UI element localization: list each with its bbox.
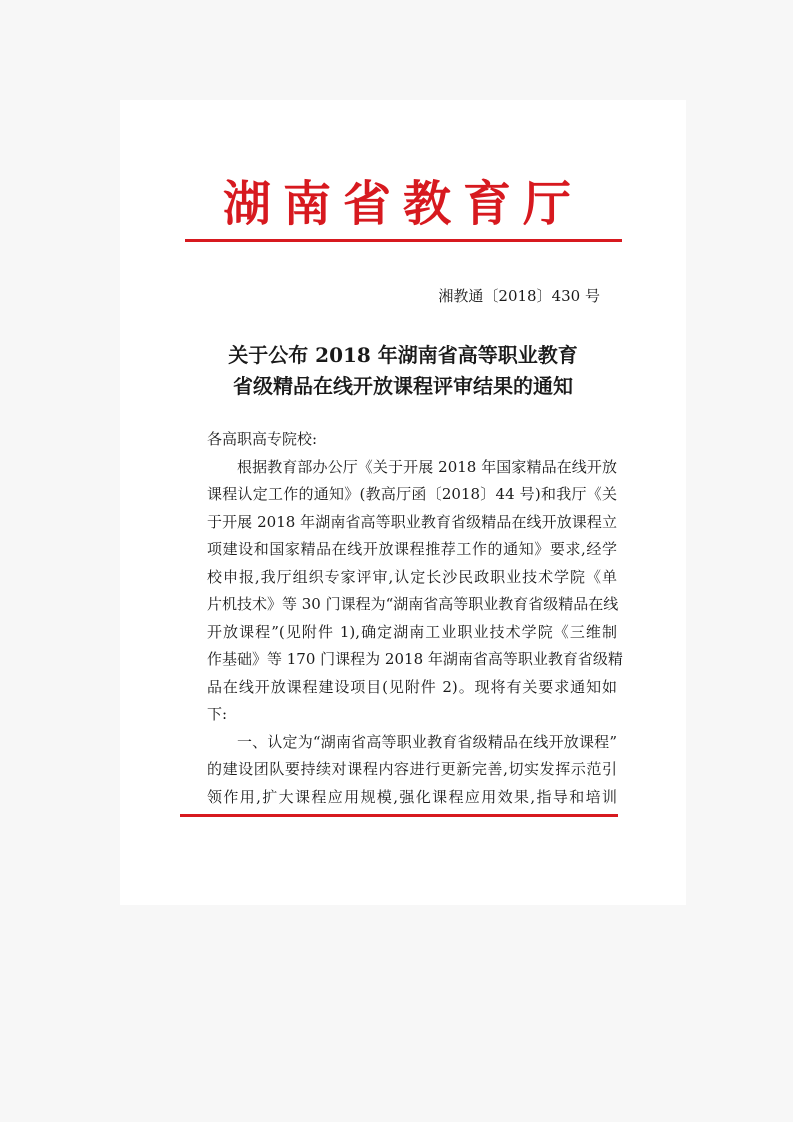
- title-line-1: 关于公布 2018 年湖南省高等职业教育: [228, 343, 578, 367]
- paragraph-line: 一、认定为“湖南省高等职业教育省级精品在线开放课程”: [237, 732, 617, 751]
- paragraph-line: 于开展 2018 年湖南省高等职业教育省级精品在线开放课程立: [207, 512, 617, 531]
- title-line-2: 省级精品在线开放课程评审结果的通知: [233, 374, 573, 398]
- salutation: 各高职高专院校:: [207, 430, 318, 448]
- paragraph-line: 片机技术》等 30 门课程为“湖南省高等职业教育省级精品在线: [207, 595, 619, 613]
- paragraph-line: 根据教育部办公厅《关于开展 2018 年国家精品在线开放: [237, 457, 617, 476]
- paragraph-line: 开放课程”(见附件 1),确定湖南工业职业技术学院《三维制: [207, 622, 617, 641]
- letterhead-organization: 湖南省教育厅: [222, 176, 583, 232]
- paragraph-line: 课程认定工作的通知》(教高厅函〔2018〕44 号)和我厅《关: [207, 485, 617, 503]
- paragraph-line: 作基础》等 170 门课程为 2018 年湖南省高等职业教育省级精: [207, 650, 623, 668]
- paragraph-2: [207, 729, 617, 812]
- paragraph-line: 领作用,扩大课程应用规模,强化课程应用效果,指导和培训: [207, 787, 617, 806]
- document-page: [120, 100, 686, 905]
- paragraph-line: 下:: [207, 705, 228, 723]
- paragraph-1: [207, 454, 623, 729]
- letterhead-red-rule: [185, 239, 622, 242]
- paragraph-line: 品在线开放课程建设项目(见附件 2)。现将有关要求通知如: [207, 677, 617, 696]
- document-title: [120, 340, 686, 402]
- paragraph-line: 校申报,我厅组织专家评审,认定长沙民政职业技术学院《单: [207, 567, 617, 586]
- paragraph-line: 的建设团队要持续对课程内容进行更新完善,切实发挥示范引: [207, 760, 617, 778]
- document-number: 湘教通〔2018〕430 号: [438, 287, 600, 305]
- footer-red-rule: [180, 814, 618, 817]
- document-body: [207, 426, 623, 811]
- paragraph-line: 项建设和国家精品在线开放课程推荐工作的通知》要求,经学: [207, 540, 617, 558]
